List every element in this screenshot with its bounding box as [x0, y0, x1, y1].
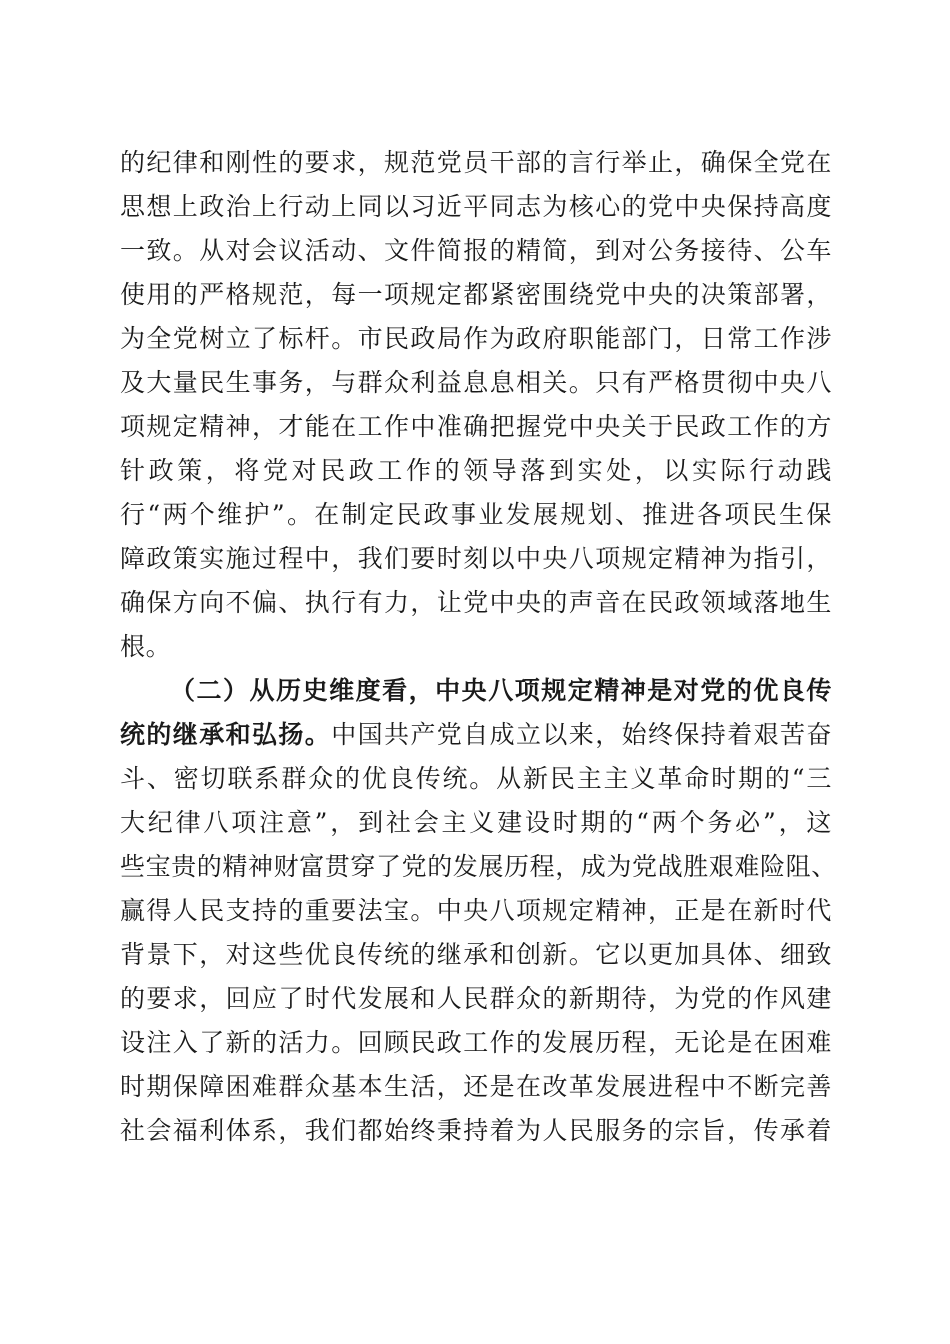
paragraph-line: 的要求，回应了时代发展和人民群众的新期待，为党的作风建 [120, 984, 832, 1013]
paragraph-line: 确保方向不偏、执行有力，让党中央的声音在民政领域落地生 [120, 588, 832, 617]
paragraph-line: 些宝贵的精神财富贯穿了党的发展历程，成为党战胜艰难险阻、 [120, 852, 837, 881]
paragraph-line: 思想上政治上行动上同以习近平同志为核心的党中央保持高度 [120, 192, 832, 221]
paragraph-line-text: 中国共产党自成立以来，始终保持着艰苦奋 [331, 720, 832, 749]
paragraph-line: 斗、密切联系群众的优良传统。从新民主主义革命时期的“三 [120, 764, 832, 793]
paragraph-line: 大纪律八项注意”，到社会主义建设时期的“两个务必”，这 [120, 808, 832, 837]
paragraph-line: 一致。从对会议活动、文件简报的精简，到对公务接待、公车 [120, 236, 832, 265]
paragraph-line: 的纪律和刚性的要求，规范党员干部的言行举止，确保全党在 [120, 148, 832, 177]
paragraph-line: 项规定精神，才能在工作中准确把握党中央关于民政工作的方 [120, 412, 832, 441]
paragraph-line: 社会福利体系，我们都始终秉持着为人民服务的宗旨，传承着 [120, 1116, 832, 1145]
paragraph-1 [120, 141, 832, 669]
section-heading-line: （二）从历史维度看，中央八项规定精神是对党的优良传 [170, 676, 832, 705]
paragraph-line: 障政策实施过程中，我们要时刻以中央八项规定精神为指引， [120, 544, 832, 573]
paragraph-line: 针政策，将党对民政工作的领导落到实处，以实际行动践 [120, 456, 832, 485]
paragraph-line: 赢得人民支持的重要法宝。中央八项规定精神，正是在新时代 [120, 896, 832, 925]
paragraph-line: 背景下，对这些优良传统的继承和创新。它以更加具体、细致 [120, 940, 832, 969]
paragraph-line: 为全党树立了标杆。市民政局作为政府职能部门，日常工作涉 [120, 324, 832, 353]
paragraph-line-mixed [120, 713, 832, 757]
document-body [120, 141, 837, 1153]
section-heading-tail: 统的继承和弘扬。 [120, 720, 332, 749]
paragraph-line: 使用的严格规范，每一项规定都紧密围绕党中央的决策部署， [120, 280, 832, 309]
paragraph-line: 及大量民生事务，与群众利益息息相关。只有严格贯彻中央八 [120, 368, 832, 397]
paragraph-line: 设注入了新的活力。回顾民政工作的发展历程，无论是在困难 [120, 1028, 832, 1057]
paragraph-2 [120, 669, 837, 1153]
paragraph-line: 时期保障困难群众基本生活，还是在改革发展进程中不断完善 [120, 1072, 832, 1101]
paragraph-line: 行“两个维护”。在制定民政事业发展规划、推进各项民生保 [120, 500, 832, 529]
paragraph-line: 根。 [120, 632, 172, 661]
